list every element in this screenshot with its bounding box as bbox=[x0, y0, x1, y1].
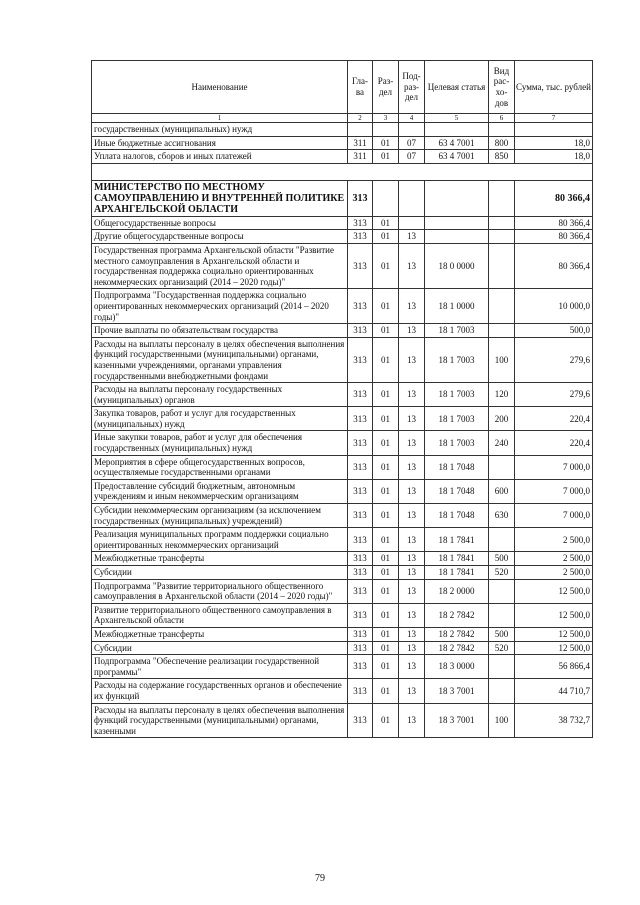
cell-podrazdel: 13 bbox=[399, 703, 425, 738]
table-row bbox=[92, 407, 593, 431]
cell-sum: 80 366,4 bbox=[515, 216, 593, 230]
cell-razdel: 01 bbox=[373, 324, 399, 338]
table-row bbox=[92, 528, 593, 552]
cell-target: 18 1 7048 bbox=[425, 504, 489, 528]
cell-name: Субсидии некоммерческим организациям (за исключением государственных (муниципальных) учреждений) bbox=[92, 504, 348, 528]
cell-target: 18 1 7003 bbox=[425, 337, 489, 382]
cell-sum: 56 866,4 bbox=[515, 655, 593, 679]
cell-target bbox=[425, 180, 489, 216]
cell-vid: 520 bbox=[489, 566, 515, 580]
header-row bbox=[92, 61, 593, 114]
cell-razdel: 01 bbox=[373, 230, 399, 244]
cell-razdel bbox=[373, 180, 399, 216]
cell-razdel: 01 bbox=[373, 603, 399, 627]
cell-sum: 2 500,0 bbox=[515, 528, 593, 552]
cell-sum: 12 500,0 bbox=[515, 579, 593, 603]
cell-podrazdel: 13 bbox=[399, 407, 425, 431]
cell-target: 18 2 7842 bbox=[425, 627, 489, 641]
cell-name: МИНИСТЕРСТВО ПО МЕСТНОМУ САМОУПРАВЛЕНИЮ И ВНУТРЕННЕЙ ПОЛИТИКЕ АРХАНГЕЛЬСКОЙ ОБЛАСТИ bbox=[92, 180, 348, 216]
cell-podrazdel: 07 bbox=[399, 150, 425, 164]
col-number: 4 bbox=[399, 114, 425, 123]
cell-razdel: 01 bbox=[373, 383, 399, 407]
cell-glava bbox=[348, 123, 373, 137]
cell-target: 18 1 7003 bbox=[425, 431, 489, 455]
cell-sum: 279,6 bbox=[515, 383, 593, 407]
cell-podrazdel: 07 bbox=[399, 136, 425, 150]
cell-vid: 100 bbox=[489, 703, 515, 738]
cell-glava: 313 bbox=[348, 703, 373, 738]
cell-name: Подпрограмма "Обеспечение реализации государственной программы" bbox=[92, 655, 348, 679]
cell-razdel: 01 bbox=[373, 504, 399, 528]
cell-target: 18 1 7841 bbox=[425, 566, 489, 580]
col-number: 7 bbox=[515, 114, 593, 123]
cell-podrazdel: 13 bbox=[399, 383, 425, 407]
header-name: Наименование bbox=[92, 61, 348, 114]
table-row bbox=[92, 150, 593, 164]
cell-podrazdel: 13 bbox=[399, 324, 425, 338]
cell-vid: 240 bbox=[489, 431, 515, 455]
cell-glava: 313 bbox=[348, 383, 373, 407]
cell-glava: 313 bbox=[348, 655, 373, 679]
cell-target: 18 3 7001 bbox=[425, 703, 489, 738]
table-row bbox=[92, 455, 593, 479]
cell-sum: 2 500,0 bbox=[515, 566, 593, 580]
spacer-cell bbox=[92, 163, 593, 180]
table-row bbox=[92, 504, 593, 528]
cell-sum: 12 500,0 bbox=[515, 603, 593, 627]
col-number: 6 bbox=[489, 114, 515, 123]
cell-glava: 313 bbox=[348, 528, 373, 552]
cell-sum: 80 366,4 bbox=[515, 230, 593, 244]
cell-razdel: 01 bbox=[373, 243, 399, 288]
cell-glava: 313 bbox=[348, 479, 373, 503]
cell-name: Другие общегосударственные вопросы bbox=[92, 230, 348, 244]
cell-sum: 220,4 bbox=[515, 431, 593, 455]
cell-name: Межбюджетные трансферты bbox=[92, 627, 348, 641]
cell-podrazdel bbox=[399, 123, 425, 137]
table-row bbox=[92, 123, 593, 137]
cell-vid: 500 bbox=[489, 627, 515, 641]
cell-sum: 279,6 bbox=[515, 337, 593, 382]
table-row bbox=[92, 479, 593, 503]
table-row bbox=[92, 383, 593, 407]
cell-sum bbox=[515, 123, 593, 137]
cell-razdel: 01 bbox=[373, 431, 399, 455]
cell-sum: 7 000,0 bbox=[515, 479, 593, 503]
table-row bbox=[92, 579, 593, 603]
header-target: Целевая статья bbox=[425, 61, 489, 114]
cell-sum: 7 000,0 bbox=[515, 455, 593, 479]
cell-vid bbox=[489, 180, 515, 216]
table-row bbox=[92, 655, 593, 679]
cell-glava: 313 bbox=[348, 337, 373, 382]
cell-vid bbox=[489, 289, 515, 324]
cell-target: 18 2 7842 bbox=[425, 603, 489, 627]
cell-name: Иные закупки товаров, работ и услуг для обеспечения государственных (муниципальных) нужд bbox=[92, 431, 348, 455]
cell-glava: 313 bbox=[348, 679, 373, 703]
cell-podrazdel: 13 bbox=[399, 528, 425, 552]
cell-sum: 18,0 bbox=[515, 136, 593, 150]
col-number: 1 bbox=[92, 114, 348, 123]
cell-glava: 313 bbox=[348, 431, 373, 455]
table-row bbox=[92, 289, 593, 324]
cell-name: Прочие выплаты по обязательствам государства bbox=[92, 324, 348, 338]
cell-razdel: 01 bbox=[373, 136, 399, 150]
cell-sum: 7 000,0 bbox=[515, 504, 593, 528]
cell-vid bbox=[489, 455, 515, 479]
cell-name: Реализация муниципальных программ поддержки социально ориентированных некоммерческих организаций bbox=[92, 528, 348, 552]
cell-razdel: 01 bbox=[373, 655, 399, 679]
table-row bbox=[92, 180, 593, 216]
cell-target: 18 1 7841 bbox=[425, 528, 489, 552]
cell-razdel: 01 bbox=[373, 216, 399, 230]
cell-sum: 2 500,0 bbox=[515, 552, 593, 566]
column-number-row bbox=[92, 114, 593, 123]
cell-target: 63 4 7001 bbox=[425, 150, 489, 164]
cell-glava: 313 bbox=[348, 180, 373, 216]
cell-target: 18 0 0000 bbox=[425, 243, 489, 288]
header-vid: Вид рас-хо-дов bbox=[489, 61, 515, 114]
cell-podrazdel bbox=[399, 180, 425, 216]
cell-glava: 313 bbox=[348, 566, 373, 580]
header-sum: Сумма, тыс. рублей bbox=[515, 61, 593, 114]
cell-podrazdel: 13 bbox=[399, 243, 425, 288]
cell-name: Субсидии bbox=[92, 641, 348, 655]
cell-podrazdel: 13 bbox=[399, 552, 425, 566]
cell-podrazdel: 13 bbox=[399, 289, 425, 324]
cell-glava: 313 bbox=[348, 579, 373, 603]
cell-name: Закупка товаров, работ и услуг для государственных (муниципальных) нужд bbox=[92, 407, 348, 431]
cell-name: Межбюджетные трансферты bbox=[92, 552, 348, 566]
cell-target: 18 1 7048 bbox=[425, 455, 489, 479]
cell-sum: 10 000,0 bbox=[515, 289, 593, 324]
table-row bbox=[92, 136, 593, 150]
cell-name: Иные бюджетные ассигнования bbox=[92, 136, 348, 150]
cell-podrazdel bbox=[399, 216, 425, 230]
cell-vid bbox=[489, 679, 515, 703]
table-body bbox=[92, 123, 593, 738]
cell-name: Расходы на выплаты персоналу в целях обеспечения выполнения функций государственными (муниципальными) органами, казенными bbox=[92, 703, 348, 738]
table-row bbox=[92, 216, 593, 230]
cell-razdel: 01 bbox=[373, 641, 399, 655]
cell-podrazdel: 13 bbox=[399, 230, 425, 244]
cell-target: 18 1 7841 bbox=[425, 552, 489, 566]
cell-razdel: 01 bbox=[373, 566, 399, 580]
cell-name: Мероприятия в сфере общегосударственных вопросов, осуществляемые государственными органами bbox=[92, 455, 348, 479]
table-row bbox=[92, 603, 593, 627]
cell-podrazdel: 13 bbox=[399, 337, 425, 382]
col-number: 2 bbox=[348, 114, 373, 123]
cell-razdel: 01 bbox=[373, 407, 399, 431]
cell-sum: 12 500,0 bbox=[515, 627, 593, 641]
cell-target: 18 2 7842 bbox=[425, 641, 489, 655]
cell-vid bbox=[489, 603, 515, 627]
cell-target: 18 2 0000 bbox=[425, 579, 489, 603]
cell-razdel: 01 bbox=[373, 679, 399, 703]
cell-vid bbox=[489, 655, 515, 679]
table-row bbox=[92, 431, 593, 455]
cell-vid bbox=[489, 230, 515, 244]
cell-vid bbox=[489, 243, 515, 288]
cell-vid: 630 bbox=[489, 504, 515, 528]
cell-name: Расходы на выплаты персоналу государственных (муниципальных) органов bbox=[92, 383, 348, 407]
cell-target bbox=[425, 230, 489, 244]
cell-podrazdel: 13 bbox=[399, 431, 425, 455]
cell-podrazdel: 13 bbox=[399, 566, 425, 580]
cell-podrazdel: 13 bbox=[399, 455, 425, 479]
cell-target bbox=[425, 216, 489, 230]
cell-glava: 313 bbox=[348, 504, 373, 528]
cell-sum: 80 366,4 bbox=[515, 180, 593, 216]
cell-target: 63 4 7001 bbox=[425, 136, 489, 150]
col-number: 5 bbox=[425, 114, 489, 123]
cell-target: 18 1 7048 bbox=[425, 479, 489, 503]
header-glava: Гла-ва bbox=[348, 61, 373, 114]
cell-vid bbox=[489, 579, 515, 603]
cell-glava: 313 bbox=[348, 230, 373, 244]
cell-podrazdel: 13 bbox=[399, 627, 425, 641]
cell-target bbox=[425, 123, 489, 137]
cell-vid: 100 bbox=[489, 337, 515, 382]
cell-podrazdel: 13 bbox=[399, 655, 425, 679]
budget-table bbox=[91, 60, 593, 738]
cell-name: Расходы на выплаты персоналу в целях обеспечения выполнения функций государственными (муниципальными) органами, казенными учреждениями, органами управления государственными внебюджетными фондами bbox=[92, 337, 348, 382]
cell-name: Развитие территориального общественного самоуправления в Архангельской области bbox=[92, 603, 348, 627]
cell-sum: 80 366,4 bbox=[515, 243, 593, 288]
cell-glava: 313 bbox=[348, 627, 373, 641]
cell-podrazdel: 13 bbox=[399, 579, 425, 603]
cell-glava: 311 bbox=[348, 136, 373, 150]
cell-razdel: 01 bbox=[373, 552, 399, 566]
cell-razdel: 01 bbox=[373, 528, 399, 552]
cell-razdel: 01 bbox=[373, 627, 399, 641]
cell-razdel: 01 bbox=[373, 703, 399, 738]
cell-glava: 313 bbox=[348, 324, 373, 338]
cell-name: Государственная программа Архангельской области "Развитие местного самоуправления в Архангельской области и государственная поддержка социально ориентированных некоммерческих организаций (2014 – 2020 годы)" bbox=[92, 243, 348, 288]
cell-name: Предоставление субсидий бюджетным, автономным учреждениям и иным некоммерческим организациям bbox=[92, 479, 348, 503]
table-row bbox=[92, 337, 593, 382]
page-number: 79 bbox=[315, 873, 325, 884]
cell-glava: 313 bbox=[348, 455, 373, 479]
cell-razdel: 01 bbox=[373, 579, 399, 603]
cell-vid: 200 bbox=[489, 407, 515, 431]
cell-target: 18 1 7003 bbox=[425, 383, 489, 407]
cell-name: Общегосударственные вопросы bbox=[92, 216, 348, 230]
cell-vid: 500 bbox=[489, 552, 515, 566]
cell-glava: 313 bbox=[348, 289, 373, 324]
table-row bbox=[92, 641, 593, 655]
cell-glava: 313 bbox=[348, 641, 373, 655]
cell-razdel: 01 bbox=[373, 337, 399, 382]
cell-vid: 600 bbox=[489, 479, 515, 503]
cell-name: Уплата налогов, сборов и иных платежей bbox=[92, 150, 348, 164]
cell-vid bbox=[489, 528, 515, 552]
cell-razdel: 01 bbox=[373, 150, 399, 164]
cell-podrazdel: 13 bbox=[399, 603, 425, 627]
cell-podrazdel: 13 bbox=[399, 641, 425, 655]
cell-target: 18 1 7003 bbox=[425, 324, 489, 338]
cell-name: Подпрограмма "Развитие территориального общественного самоуправления в Архангельской области (2014 – 2020 годы)" bbox=[92, 579, 348, 603]
table-row bbox=[92, 679, 593, 703]
cell-target: 18 3 7001 bbox=[425, 679, 489, 703]
cell-sum: 38 732,7 bbox=[515, 703, 593, 738]
cell-vid: 800 bbox=[489, 136, 515, 150]
cell-sum: 12 500,0 bbox=[515, 641, 593, 655]
cell-sum: 44 710,7 bbox=[515, 679, 593, 703]
table-row bbox=[92, 552, 593, 566]
cell-glava: 311 bbox=[348, 150, 373, 164]
table-row bbox=[92, 703, 593, 738]
cell-glava: 313 bbox=[348, 243, 373, 288]
cell-vid bbox=[489, 216, 515, 230]
cell-sum: 500,0 bbox=[515, 324, 593, 338]
table-row bbox=[92, 627, 593, 641]
cell-glava: 313 bbox=[348, 603, 373, 627]
table-row bbox=[92, 230, 593, 244]
header-podrazdel: Под-раз-дел bbox=[399, 61, 425, 114]
cell-sum: 18,0 bbox=[515, 150, 593, 164]
cell-vid: 520 bbox=[489, 641, 515, 655]
cell-podrazdel: 13 bbox=[399, 479, 425, 503]
table-row bbox=[92, 324, 593, 338]
cell-target: 18 3 0000 bbox=[425, 655, 489, 679]
cell-name: государственных (муниципальных) нужд bbox=[92, 123, 348, 137]
cell-razdel: 01 bbox=[373, 455, 399, 479]
cell-glava: 313 bbox=[348, 552, 373, 566]
col-number: 3 bbox=[373, 114, 399, 123]
cell-target: 18 1 7003 bbox=[425, 407, 489, 431]
cell-razdel bbox=[373, 123, 399, 137]
cell-vid: 120 bbox=[489, 383, 515, 407]
cell-name: Подпрограмма "Государственная поддержка социально ориентированных некоммерческих организаций (2014 – 2020 годы)" bbox=[92, 289, 348, 324]
cell-razdel: 01 bbox=[373, 479, 399, 503]
header-razdel: Раз-дел bbox=[373, 61, 399, 114]
cell-glava: 313 bbox=[348, 407, 373, 431]
cell-sum: 220,4 bbox=[515, 407, 593, 431]
cell-razdel: 01 bbox=[373, 289, 399, 324]
cell-podrazdel: 13 bbox=[399, 679, 425, 703]
cell-podrazdel: 13 bbox=[399, 504, 425, 528]
cell-glava: 313 bbox=[348, 216, 373, 230]
spacer-row bbox=[92, 163, 593, 180]
cell-name: Субсидии bbox=[92, 566, 348, 580]
cell-name: Расходы на содержание государственных органов и обеспечение их функций bbox=[92, 679, 348, 703]
table-row bbox=[92, 566, 593, 580]
cell-target: 18 1 0000 bbox=[425, 289, 489, 324]
cell-vid: 850 bbox=[489, 150, 515, 164]
table-row bbox=[92, 243, 593, 288]
cell-vid bbox=[489, 324, 515, 338]
cell-vid bbox=[489, 123, 515, 137]
